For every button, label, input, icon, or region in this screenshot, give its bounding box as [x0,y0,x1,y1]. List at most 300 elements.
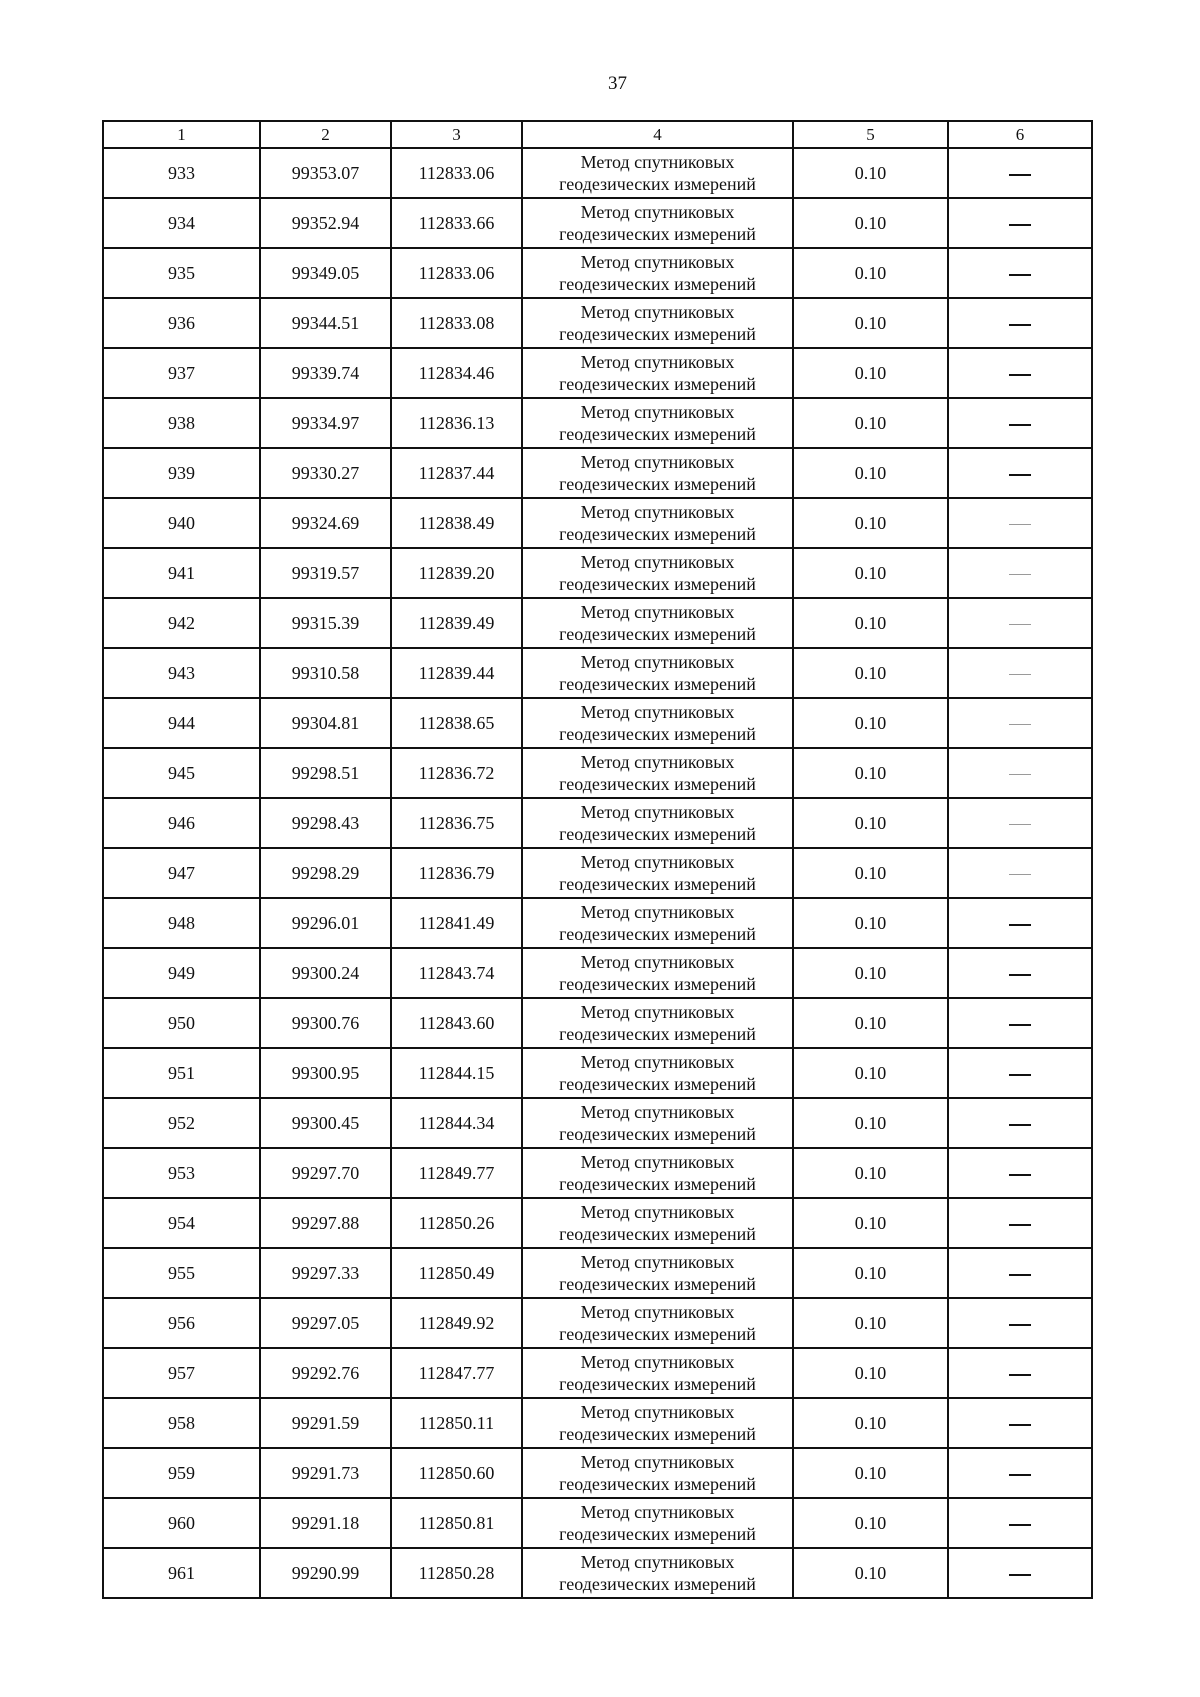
table-row [103,398,1092,448]
method-cell [522,1048,793,1098]
x-coordinate-cell: 99292.76 [260,1348,391,1398]
method-cell [522,1498,793,1548]
y-coordinate-cell: 112849.92 [391,1298,522,1348]
dash-mark [1009,1524,1031,1526]
method-cell [522,748,793,798]
accuracy-cell: 0.10 [793,448,948,498]
x-coordinate-cell: 99298.43 [260,798,391,848]
description-cell [948,1298,1092,1348]
dash-mark [1009,424,1031,426]
x-coordinate-cell: 99291.59 [260,1398,391,1448]
point-number-cell: 947 [103,848,260,898]
x-coordinate-cell: 99297.33 [260,1248,391,1298]
method-cell [522,1548,793,1598]
accuracy-cell: 0.10 [793,848,948,898]
method-line-2: геодезических измерений [559,1324,756,1344]
table-row [103,1048,1092,1098]
dash-mark [1009,824,1031,825]
dash-mark [1009,1074,1031,1076]
y-coordinate-cell: 112833.06 [391,148,522,198]
x-coordinate-cell: 99319.57 [260,548,391,598]
accuracy-cell: 0.10 [793,398,948,448]
y-coordinate-cell: 112850.11 [391,1398,522,1448]
point-number-cell: 939 [103,448,260,498]
dash-mark [1009,524,1031,525]
method-cell [522,448,793,498]
point-number-cell: 934 [103,198,260,248]
table-row [103,248,1092,298]
method-cell [522,1298,793,1348]
method-line-2: геодезических измерений [559,1074,756,1094]
dash-mark [1009,274,1031,276]
method-line-2: геодезических измерений [559,324,756,344]
description-cell [948,948,1092,998]
method-line-1: Метод спутниковых [580,1502,735,1522]
description-cell [948,898,1092,948]
description-cell [948,498,1092,548]
method-line-2: геодезических измерений [559,674,756,694]
x-coordinate-cell: 99352.94 [260,198,391,248]
description-cell [948,1248,1092,1298]
description-cell [948,1448,1092,1498]
method-line-1: Метод спутниковых [580,1052,735,1072]
x-coordinate-cell: 99290.99 [260,1548,391,1598]
method-cell [522,798,793,848]
method-line-1: Метод спутниковых [580,552,735,572]
accuracy-cell: 0.10 [793,948,948,998]
method-line-1: Метод спутниковых [580,752,735,772]
accuracy-cell: 0.10 [793,798,948,848]
coordinates-table [102,120,1093,1599]
x-coordinate-cell: 99300.76 [260,998,391,1048]
table-row [103,498,1092,548]
method-line-1: Метод спутниковых [580,1252,735,1272]
x-coordinate-cell: 99291.73 [260,1448,391,1498]
y-coordinate-cell: 112839.20 [391,548,522,598]
method-cell [522,1198,793,1248]
dash-mark [1009,624,1031,625]
accuracy-cell: 0.10 [793,1298,948,1348]
table-row [103,898,1092,948]
x-coordinate-cell: 99291.18 [260,1498,391,1548]
method-cell [522,898,793,948]
table-row [103,1298,1092,1348]
dash-mark [1009,774,1031,775]
method-cell [522,1398,793,1448]
x-coordinate-cell: 99300.24 [260,948,391,998]
description-cell [948,248,1092,298]
description-cell [948,798,1092,848]
method-line-2: геодезических измерений [559,1124,756,1144]
x-coordinate-cell: 99310.58 [260,648,391,698]
page-number: 37 [608,73,627,94]
description-cell [948,1148,1092,1198]
dash-mark [1009,174,1031,176]
method-line-1: Метод спутниковых [580,702,735,722]
point-number-cell: 956 [103,1298,260,1348]
accuracy-cell: 0.10 [793,698,948,748]
accuracy-cell: 0.10 [793,1198,948,1248]
table-row [103,698,1092,748]
dash-mark [1009,1474,1031,1476]
dash-mark [1009,974,1031,976]
method-line-2: геодезических измерений [559,174,756,194]
point-number-cell: 940 [103,498,260,548]
dash-mark [1009,1424,1031,1426]
table-row [103,998,1092,1048]
method-cell [522,198,793,248]
method-line-2: геодезических измерений [559,724,756,744]
method-cell [522,498,793,548]
point-number-cell: 949 [103,948,260,998]
method-line-1: Метод спутниковых [580,1302,735,1322]
accuracy-cell: 0.10 [793,598,948,648]
method-line-1: Метод спутниковых [580,1402,735,1422]
table-row [103,198,1092,248]
point-number-cell: 933 [103,148,260,198]
x-coordinate-cell: 99349.05 [260,248,391,298]
method-line-1: Метод спутниковых [580,1002,735,1022]
y-coordinate-cell: 112841.49 [391,898,522,948]
method-line-1: Метод спутниковых [580,402,735,422]
point-number-cell: 935 [103,248,260,298]
accuracy-cell: 0.10 [793,1148,948,1198]
y-coordinate-cell: 112847.77 [391,1348,522,1398]
description-cell [948,1398,1092,1448]
description-cell [948,1348,1092,1398]
method-line-1: Метод спутниковых [580,652,735,672]
column-header-6: 6 [948,121,1092,148]
description-cell [948,1048,1092,1098]
method-cell [522,248,793,298]
method-line-2: геодезических измерений [559,1474,756,1494]
method-line-2: геодезических измерений [559,924,756,944]
dash-mark [1009,924,1031,926]
column-header-3: 3 [391,121,522,148]
table-row [103,1198,1092,1248]
method-cell [522,698,793,748]
description-cell [948,348,1092,398]
y-coordinate-cell: 112834.46 [391,348,522,398]
y-coordinate-cell: 112833.66 [391,198,522,248]
dash-mark [1009,1574,1031,1576]
method-line-1: Метод спутниковых [580,202,735,222]
method-line-1: Метод спутниковых [580,352,735,372]
dash-mark [1009,674,1031,675]
method-cell [522,298,793,348]
method-line-2: геодезических измерений [559,624,756,644]
method-cell [522,598,793,648]
method-cell [522,1098,793,1148]
header-row [103,121,1092,148]
table-body [103,148,1092,1598]
y-coordinate-cell: 112850.60 [391,1448,522,1498]
point-number-cell: 957 [103,1348,260,1398]
table-header [103,121,1092,148]
method-line-1: Метод спутниковых [580,902,735,922]
dash-mark [1009,1024,1031,1026]
point-number-cell: 948 [103,898,260,948]
column-header-4: 4 [522,121,793,148]
description-cell [948,198,1092,248]
dash-mark [1009,1324,1031,1326]
y-coordinate-cell: 112837.44 [391,448,522,498]
point-number-cell: 959 [103,1448,260,1498]
dash-mark [1009,324,1031,326]
x-coordinate-cell: 99324.69 [260,498,391,548]
accuracy-cell: 0.10 [793,498,948,548]
accuracy-cell: 0.10 [793,148,948,198]
method-line-2: геодезических измерений [559,824,756,844]
point-number-cell: 941 [103,548,260,598]
table-row [103,648,1092,698]
table-row [103,298,1092,348]
method-line-2: геодезических измерений [559,374,756,394]
accuracy-cell: 0.10 [793,1098,948,1148]
point-number-cell: 944 [103,698,260,748]
method-line-1: Метод спутниковых [580,602,735,622]
x-coordinate-cell: 99300.95 [260,1048,391,1098]
table-row [103,1398,1092,1448]
point-number-cell: 946 [103,798,260,848]
x-coordinate-cell: 99300.45 [260,1098,391,1148]
x-coordinate-cell: 99334.97 [260,398,391,448]
method-cell [522,348,793,398]
method-line-1: Метод спутниковых [580,1352,735,1372]
y-coordinate-cell: 112843.74 [391,948,522,998]
accuracy-cell: 0.10 [793,1248,948,1298]
point-number-cell: 942 [103,598,260,648]
dash-mark [1009,724,1031,725]
x-coordinate-cell: 99339.74 [260,348,391,398]
method-line-2: геодезических измерений [559,1274,756,1294]
dash-mark [1009,1124,1031,1126]
method-cell [522,1348,793,1398]
x-coordinate-cell: 99297.70 [260,1148,391,1198]
method-line-2: геодезических измерений [559,574,756,594]
y-coordinate-cell: 112839.44 [391,648,522,698]
accuracy-cell: 0.10 [793,1398,948,1448]
table-row [103,748,1092,798]
table-row [103,1548,1092,1598]
accuracy-cell: 0.10 [793,648,948,698]
description-cell [948,598,1092,648]
y-coordinate-cell: 112833.06 [391,248,522,298]
description-cell [948,848,1092,898]
dash-mark [1009,474,1031,476]
x-coordinate-cell: 99304.81 [260,698,391,748]
method-line-1: Метод спутниковых [580,1452,735,1472]
point-number-cell: 937 [103,348,260,398]
point-number-cell: 945 [103,748,260,798]
method-line-2: геодезических измерений [559,1574,756,1594]
table-row [103,1348,1092,1398]
accuracy-cell: 0.10 [793,1498,948,1548]
method-line-1: Метод спутниковых [580,852,735,872]
description-cell [948,398,1092,448]
method-line-1: Метод спутниковых [580,952,735,972]
method-line-1: Метод спутниковых [580,452,735,472]
point-number-cell: 954 [103,1198,260,1248]
x-coordinate-cell: 99344.51 [260,298,391,348]
method-line-2: геодезических измерений [559,974,756,994]
y-coordinate-cell: 112850.26 [391,1198,522,1248]
description-cell [948,1548,1092,1598]
table-row [103,1448,1092,1498]
method-line-1: Метод спутниковых [580,802,735,822]
accuracy-cell: 0.10 [793,748,948,798]
accuracy-cell: 0.10 [793,1048,948,1098]
table-row [103,148,1092,198]
method-line-2: геодезических измерений [559,474,756,494]
description-cell [948,148,1092,198]
y-coordinate-cell: 112836.72 [391,748,522,798]
point-number-cell: 951 [103,1048,260,1098]
method-line-1: Метод спутниковых [580,1102,735,1122]
accuracy-cell: 0.10 [793,898,948,948]
dash-mark [1009,1174,1031,1176]
method-line-1: Метод спутниковых [580,302,735,322]
method-line-2: геодезических измерений [559,874,756,894]
column-header-2: 2 [260,121,391,148]
point-number-cell: 936 [103,298,260,348]
table-row [103,798,1092,848]
method-cell [522,998,793,1048]
point-number-cell: 952 [103,1098,260,1148]
dash-mark [1009,1374,1031,1376]
method-cell [522,948,793,998]
description-cell [948,748,1092,798]
method-cell [522,548,793,598]
point-number-cell: 953 [103,1148,260,1198]
table-row [103,448,1092,498]
method-line-1: Метод спутниковых [580,252,735,272]
table-row [103,948,1092,998]
table-row [103,598,1092,648]
dash-mark [1009,374,1031,376]
y-coordinate-cell: 112843.60 [391,998,522,1048]
description-cell [948,448,1092,498]
accuracy-cell: 0.10 [793,998,948,1048]
y-coordinate-cell: 112838.65 [391,698,522,748]
method-line-2: геодезических измерений [559,1174,756,1194]
method-line-2: геодезических измерений [559,774,756,794]
method-line-2: геодезических измерений [559,1424,756,1444]
y-coordinate-cell: 112836.75 [391,798,522,848]
table-row [103,548,1092,598]
accuracy-cell: 0.10 [793,348,948,398]
method-cell [522,1248,793,1298]
point-number-cell: 958 [103,1398,260,1448]
x-coordinate-cell: 99353.07 [260,148,391,198]
column-header-1: 1 [103,121,260,148]
method-line-2: геодезических измерений [559,424,756,444]
accuracy-cell: 0.10 [793,198,948,248]
accuracy-cell: 0.10 [793,298,948,348]
x-coordinate-cell: 99297.05 [260,1298,391,1348]
table-row [103,1098,1092,1148]
x-coordinate-cell: 99298.51 [260,748,391,798]
method-cell [522,1448,793,1498]
table-row [103,1498,1092,1548]
dash-mark [1009,574,1031,575]
description-cell [948,698,1092,748]
x-coordinate-cell: 99330.27 [260,448,391,498]
method-line-2: геодезических измерений [559,1024,756,1044]
method-line-2: геодезических измерений [559,1374,756,1394]
table-row [103,1148,1092,1198]
method-cell [522,648,793,698]
method-line-2: геодезических измерений [559,1524,756,1544]
x-coordinate-cell: 99297.88 [260,1198,391,1248]
dash-mark [1009,874,1031,875]
method-line-1: Метод спутниковых [580,502,735,522]
method-line-1: Метод спутниковых [580,1152,735,1172]
accuracy-cell: 0.10 [793,248,948,298]
y-coordinate-cell: 112838.49 [391,498,522,548]
y-coordinate-cell: 112850.28 [391,1548,522,1598]
table-row [103,1248,1092,1298]
point-number-cell: 960 [103,1498,260,1548]
method-cell [522,848,793,898]
y-coordinate-cell: 112849.77 [391,1148,522,1198]
y-coordinate-cell: 112836.79 [391,848,522,898]
method-line-2: геодезических измерений [559,224,756,244]
y-coordinate-cell: 112844.15 [391,1048,522,1098]
description-cell [948,998,1092,1048]
accuracy-cell: 0.10 [793,1348,948,1398]
method-line-1: Метод спутниковых [580,1202,735,1222]
x-coordinate-cell: 99315.39 [260,598,391,648]
description-cell [948,1198,1092,1248]
column-header-5: 5 [793,121,948,148]
accuracy-cell: 0.10 [793,1548,948,1598]
description-cell [948,548,1092,598]
dash-mark [1009,224,1031,226]
method-cell [522,398,793,448]
point-number-cell: 961 [103,1548,260,1598]
accuracy-cell: 0.10 [793,1448,948,1498]
method-line-2: геодезических измерений [559,524,756,544]
x-coordinate-cell: 99298.29 [260,848,391,898]
method-line-1: Метод спутниковых [580,152,735,172]
accuracy-cell: 0.10 [793,548,948,598]
dash-mark [1009,1274,1031,1276]
method-cell [522,148,793,198]
point-number-cell: 950 [103,998,260,1048]
description-cell [948,1498,1092,1548]
method-line-1: Метод спутниковых [580,1552,735,1572]
point-number-cell: 955 [103,1248,260,1298]
y-coordinate-cell: 112836.13 [391,398,522,448]
description-cell [948,298,1092,348]
description-cell [948,1098,1092,1148]
y-coordinate-cell: 112833.08 [391,298,522,348]
method-cell [522,1148,793,1198]
y-coordinate-cell: 112850.49 [391,1248,522,1298]
y-coordinate-cell: 112850.81 [391,1498,522,1548]
point-number-cell: 938 [103,398,260,448]
table-row [103,348,1092,398]
y-coordinate-cell: 112839.49 [391,598,522,648]
description-cell [948,648,1092,698]
method-line-2: геодезических измерений [559,1224,756,1244]
method-line-2: геодезических измерений [559,274,756,294]
point-number-cell: 943 [103,648,260,698]
table-row [103,848,1092,898]
x-coordinate-cell: 99296.01 [260,898,391,948]
y-coordinate-cell: 112844.34 [391,1098,522,1148]
